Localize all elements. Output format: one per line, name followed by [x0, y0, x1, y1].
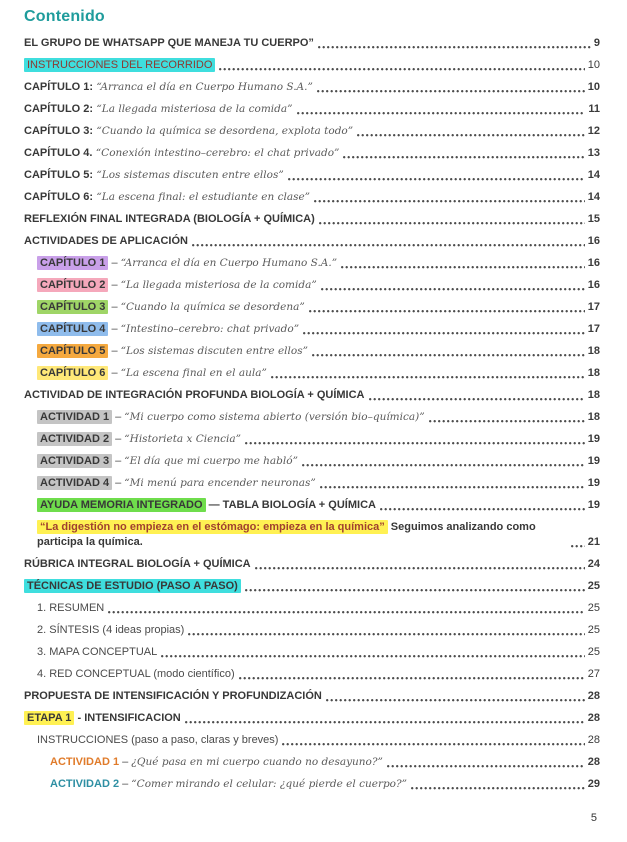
- toc-highlighted-label: TÉCNICAS DE ESTUDIO (PASO A PASO): [24, 579, 241, 593]
- toc-text-segment: –: [108, 367, 121, 379]
- toc-entry-text: [50, 777, 407, 792]
- toc-text-segment: 3. MAPA CONCEPTUAL: [37, 646, 158, 658]
- toc-page-number: 27: [587, 668, 600, 680]
- toc-entry[interactable]: [24, 80, 600, 95]
- toc-text-segment: INSTRUCCIONES (paso a paso, claras y breves): [37, 734, 279, 746]
- toc-entry-text: [24, 124, 353, 139]
- dot-leader: [320, 484, 585, 489]
- toc-highlighted-label: ETAPA 1: [24, 711, 74, 725]
- dot-leader: [343, 154, 584, 159]
- toc-text-segment: ACTIVIDAD 1: [50, 756, 120, 768]
- toc-highlighted-label: “La digestión no empieza en el estómago: empieza en la química”: [37, 520, 388, 534]
- dot-leader: [245, 440, 585, 445]
- toc-text-segment: “Arranca el día en Cuerpo Humano S.A.”: [120, 257, 338, 269]
- toc-page-number: 16: [587, 279, 600, 291]
- toc-page-number: 25: [587, 646, 600, 658]
- toc-entry-text: [24, 689, 322, 704]
- toc-text-segment: “Cuando la química se desordena”: [120, 301, 305, 313]
- toc-page-number: 18: [587, 389, 600, 401]
- toc-text-segment: “El día que mi cuerpo me habló”: [124, 455, 298, 467]
- dot-leader: [302, 462, 585, 467]
- toc-text-segment: –: [108, 257, 121, 269]
- dot-leader: [314, 198, 585, 203]
- toc-text-segment: REFLEXIÓN FINAL INTEGRADA (BIOLOGÍA + QUÍMICA): [24, 213, 315, 225]
- toc-entry-text: [37, 623, 184, 638]
- toc-entry-text: [24, 36, 314, 51]
- toc-page-number: 19: [587, 433, 600, 445]
- toc-highlighted-label: CAPÍTULO 4: [37, 322, 108, 336]
- toc-entry-text: [37, 344, 308, 359]
- toc-entry[interactable]: [24, 520, 600, 550]
- toc-text-segment: “Los sistemas discuten entre ellos”: [120, 345, 308, 357]
- toc-text-segment: –: [119, 778, 132, 790]
- toc-entry-text: [24, 102, 293, 117]
- toc-entry[interactable]: [24, 579, 600, 594]
- dot-leader: [380, 506, 585, 511]
- toc-entry[interactable]: [24, 300, 600, 315]
- toc-entry-text: [24, 234, 188, 249]
- dot-leader: [312, 352, 585, 357]
- toc-text-segment: ACTIVIDAD 2: [50, 778, 120, 790]
- toc-entry[interactable]: [24, 344, 600, 359]
- toc-page-number: 17: [587, 323, 600, 335]
- toc-entry-text: [37, 498, 376, 513]
- toc-page-number: 28: [587, 690, 600, 702]
- toc-entry[interactable]: [24, 366, 600, 381]
- dot-leader: [297, 110, 586, 115]
- toc-page-number: 21: [587, 536, 600, 548]
- dot-leader: [318, 44, 591, 49]
- toc-text-segment: ACTIVIDADES DE APLICACIÓN: [24, 235, 188, 247]
- toc-text-segment: EL GRUPO DE WHATSAPP QUE MANEJA TU CUERPO”: [24, 37, 314, 49]
- toc-entry[interactable]: [24, 498, 600, 513]
- toc-entry-text: [37, 256, 337, 271]
- toc-entry[interactable]: [24, 124, 600, 139]
- toc-entry-text: [24, 711, 181, 726]
- toc-highlighted-label: ACTIVIDAD 2: [37, 432, 112, 446]
- toc-highlighted-label: CAPÍTULO 6: [37, 366, 108, 380]
- toc-entry-text: [24, 557, 251, 572]
- toc-text-segment: –: [112, 477, 125, 489]
- toc-text-segment: “Mi cuerpo como sistema abierto (versión bio–química)”: [124, 411, 425, 423]
- toc-text-segment: “La escena final en el aula”: [120, 367, 267, 379]
- toc-text-segment: RÚBRICA INTEGRAL BIOLOGÍA + QUÍMICA: [24, 558, 251, 570]
- toc-entry[interactable]: [24, 432, 600, 447]
- toc-text-segment: –: [108, 345, 121, 357]
- toc-text-segment: 1. RESUMEN: [37, 602, 105, 614]
- toc-entry[interactable]: [24, 623, 600, 638]
- toc-entry-text: [24, 80, 313, 95]
- dot-leader: [317, 88, 585, 93]
- toc-entry[interactable]: [24, 168, 600, 183]
- toc-text-segment: “Arranca el día en Cuerpo Humano S.A.”: [93, 81, 313, 93]
- toc-entry-text: [37, 410, 425, 425]
- toc-text-segment: CAPÍTULO 4.: [24, 147, 93, 159]
- toc-page-number: 28: [587, 712, 600, 724]
- toc-entry-text: [37, 366, 267, 381]
- toc-entry[interactable]: [24, 410, 600, 425]
- toc-entry[interactable]: [24, 557, 600, 572]
- toc-page-number: 16: [587, 257, 600, 269]
- dot-leader: [192, 242, 585, 247]
- toc-entry-text: [37, 454, 298, 469]
- toc-page-number: 14: [587, 191, 600, 203]
- toc-entry[interactable]: [24, 645, 600, 660]
- toc-page-number: 25: [587, 624, 600, 636]
- dot-leader: [188, 631, 584, 636]
- toc-entry-text: [37, 300, 305, 315]
- toc-highlighted-label: AYUDA MEMORIA INTEGRADO: [37, 498, 206, 512]
- toc-text-segment: - INTENSIFICACION: [74, 712, 181, 724]
- toc-page-number: 15: [587, 213, 600, 225]
- toc-text-segment: “Intestino–cerebro: chat privado”: [120, 323, 300, 335]
- toc-page-number: 28: [587, 756, 600, 768]
- toc-entry-text: [37, 476, 316, 491]
- toc-entry[interactable]: [24, 667, 600, 682]
- toc-text-segment: –: [108, 279, 121, 291]
- toc-entry-text: [24, 212, 315, 227]
- toc-entry[interactable]: [24, 234, 600, 249]
- toc-entry-text: [37, 601, 104, 616]
- toc-text-segment: “La escena final: el estudiante en clase”: [93, 191, 311, 203]
- toc-text-segment: ¿Qué pasa en mi cuerpo cuando no desayuno?”: [131, 756, 383, 768]
- toc-page-number: 18: [587, 345, 600, 357]
- toc-page-number: 28: [587, 734, 600, 746]
- dot-leader: [255, 565, 585, 570]
- dot-leader: [303, 330, 585, 335]
- dot-leader: [341, 264, 585, 269]
- toc-entry[interactable]: [24, 755, 600, 770]
- toc-entry[interactable]: [24, 601, 600, 616]
- toc-text-segment: 2. SÍNTESIS (4 ideas propias): [37, 624, 185, 636]
- toc-entry[interactable]: [24, 278, 600, 293]
- toc-text-segment: –: [108, 301, 121, 313]
- toc-entry-text: [37, 645, 157, 660]
- toc-entry-text: [24, 579, 241, 594]
- toc-entry[interactable]: [24, 58, 600, 73]
- toc-page-number: 25: [587, 602, 600, 614]
- toc-page-number: 19: [587, 455, 600, 467]
- toc-entry-text: [24, 388, 365, 403]
- dot-leader: [321, 286, 585, 291]
- toc-entry[interactable]: [24, 777, 600, 792]
- toc-entry-text: [50, 755, 383, 770]
- toc-text-segment: –: [112, 433, 125, 445]
- dot-leader: [282, 741, 584, 746]
- toc-text-segment: PROPUESTA DE INTENSIFICACIÓN Y PROFUNDIZACIÓN: [24, 690, 322, 702]
- toc-entry-text: [37, 278, 317, 293]
- dot-leader: [357, 132, 585, 137]
- toc-text-segment: ACTIVIDAD DE INTEGRACIÓN PROFUNDA BIOLOGÍA + QUÍMICA: [24, 389, 365, 401]
- toc-text-segment: “Cuando la química se desordena, explota todo”: [93, 125, 354, 137]
- toc-text-segment: “Los sistemas discuten entre ellos”: [93, 169, 284, 181]
- toc-entry[interactable]: [24, 36, 600, 51]
- dot-leader: [161, 653, 585, 658]
- toc-text-segment: “Historieta x Ciencia”: [124, 433, 242, 445]
- dot-leader: [411, 785, 585, 790]
- toc-entry-text: [24, 146, 339, 161]
- toc-highlighted-label: ACTIVIDAD 4: [37, 476, 112, 490]
- toc-text-segment: CAPÍTULO 1:: [24, 81, 94, 93]
- toc-entry[interactable]: [24, 388, 600, 403]
- toc-text-segment: –: [108, 323, 121, 335]
- toc-page-number: 10: [587, 81, 600, 93]
- toc-page-number: 11: [588, 103, 600, 115]
- dot-leader: [185, 719, 585, 724]
- toc-text-segment: “Mi menú para encender neuronas”: [124, 477, 316, 489]
- dot-leader: [108, 609, 585, 614]
- toc-text-segment: “La llegada misteriosa de la comida”: [120, 279, 317, 291]
- toc-entry[interactable]: [24, 322, 600, 337]
- toc-page-number: 13: [587, 147, 600, 159]
- toc-entry-text: [37, 667, 235, 682]
- toc-entry-text: [24, 58, 215, 73]
- dot-leader: [429, 418, 585, 423]
- toc-title: Contenido: [24, 8, 105, 25]
- toc-text-segment: CAPÍTULO 3:: [24, 125, 94, 137]
- dot-leader: [387, 763, 585, 768]
- toc-text-segment: 4. RED CONCEPTUAL (modo científico): [37, 668, 235, 680]
- toc-highlighted-label: ACTIVIDAD 1: [37, 410, 112, 424]
- toc-text-segment: Seguimos analizando como participa la química.: [37, 521, 536, 548]
- toc-page-number: 10: [587, 59, 600, 71]
- dot-leader: [319, 220, 585, 225]
- toc-text-segment: “La llegada misteriosa de la comida”: [93, 103, 293, 115]
- toc-highlighted-label: CAPÍTULO 3: [37, 300, 108, 314]
- page-number-footer: 5: [590, 812, 597, 824]
- toc-text-segment: CAPÍTULO 6:: [24, 191, 94, 203]
- toc-entry[interactable]: [24, 733, 600, 748]
- toc-text-segment: CAPÍTULO 5:: [24, 169, 94, 181]
- toc-text-segment: –: [112, 411, 125, 423]
- toc-highlighted-label: INSTRUCCIONES DEL RECORRIDO: [24, 58, 215, 72]
- toc-entry[interactable]: [24, 476, 600, 491]
- toc-page-number: 24: [587, 558, 600, 570]
- toc-entry-text: [37, 432, 241, 447]
- dot-leader: [219, 66, 584, 71]
- toc-text-segment: “Conexión intestino–cerebro: el chat privado”: [92, 147, 340, 159]
- toc-page-number: 16: [587, 235, 600, 247]
- dot-leader: [271, 374, 585, 379]
- toc-entry[interactable]: [24, 454, 600, 469]
- toc-text-segment: –: [119, 756, 132, 768]
- dot-leader: [288, 176, 585, 181]
- toc-entry[interactable]: [24, 256, 600, 271]
- toc-highlighted-label: ACTIVIDAD 3: [37, 454, 112, 468]
- toc-entry-text: [24, 168, 284, 183]
- toc-page-number: 29: [587, 778, 600, 790]
- toc-page-number: 25: [587, 580, 600, 592]
- dot-leader: [245, 587, 585, 592]
- toc-page-number: 17: [587, 301, 600, 313]
- toc-text-segment: “Comer mirando el celular: ¿qué pierde el cuerpo?”: [131, 778, 407, 790]
- toc-entry-text: [24, 190, 310, 205]
- toc-entry-text: [37, 322, 299, 337]
- toc-highlighted-label: CAPÍTULO 1: [37, 256, 108, 270]
- toc-entry[interactable]: [24, 689, 600, 704]
- toc-entry[interactable]: [24, 190, 600, 205]
- toc-entry-text: [37, 733, 278, 748]
- toc-entry-text: [37, 520, 567, 550]
- dot-leader: [326, 697, 585, 702]
- toc-text-segment: –: [112, 455, 125, 467]
- dot-leader: [309, 308, 585, 313]
- toc-entry[interactable]: [24, 146, 600, 161]
- toc-page-number: 14: [587, 169, 600, 181]
- toc-highlighted-label: CAPÍTULO 2: [37, 278, 108, 292]
- toc-highlighted-label: CAPÍTULO 5: [37, 344, 108, 358]
- toc-page-number: 19: [587, 499, 600, 511]
- toc-page-number: 18: [587, 367, 600, 379]
- toc-entry[interactable]: [24, 711, 600, 726]
- toc-entry[interactable]: [24, 212, 600, 227]
- toc-entry[interactable]: [24, 102, 600, 117]
- toc-page-number: 9: [593, 37, 600, 49]
- dot-leader: [369, 396, 585, 401]
- toc-page-number: 19: [587, 477, 600, 489]
- dot-leader: [571, 543, 585, 548]
- toc-list: [24, 36, 600, 792]
- toc-text-segment: CAPÍTULO 2:: [24, 103, 94, 115]
- toc-page-number: 18: [587, 411, 600, 423]
- toc-text-segment: — TABLA BIOLOGÍA + QUÍMICA: [205, 499, 376, 511]
- dot-leader: [239, 675, 585, 680]
- toc-page-number: 12: [587, 125, 600, 137]
